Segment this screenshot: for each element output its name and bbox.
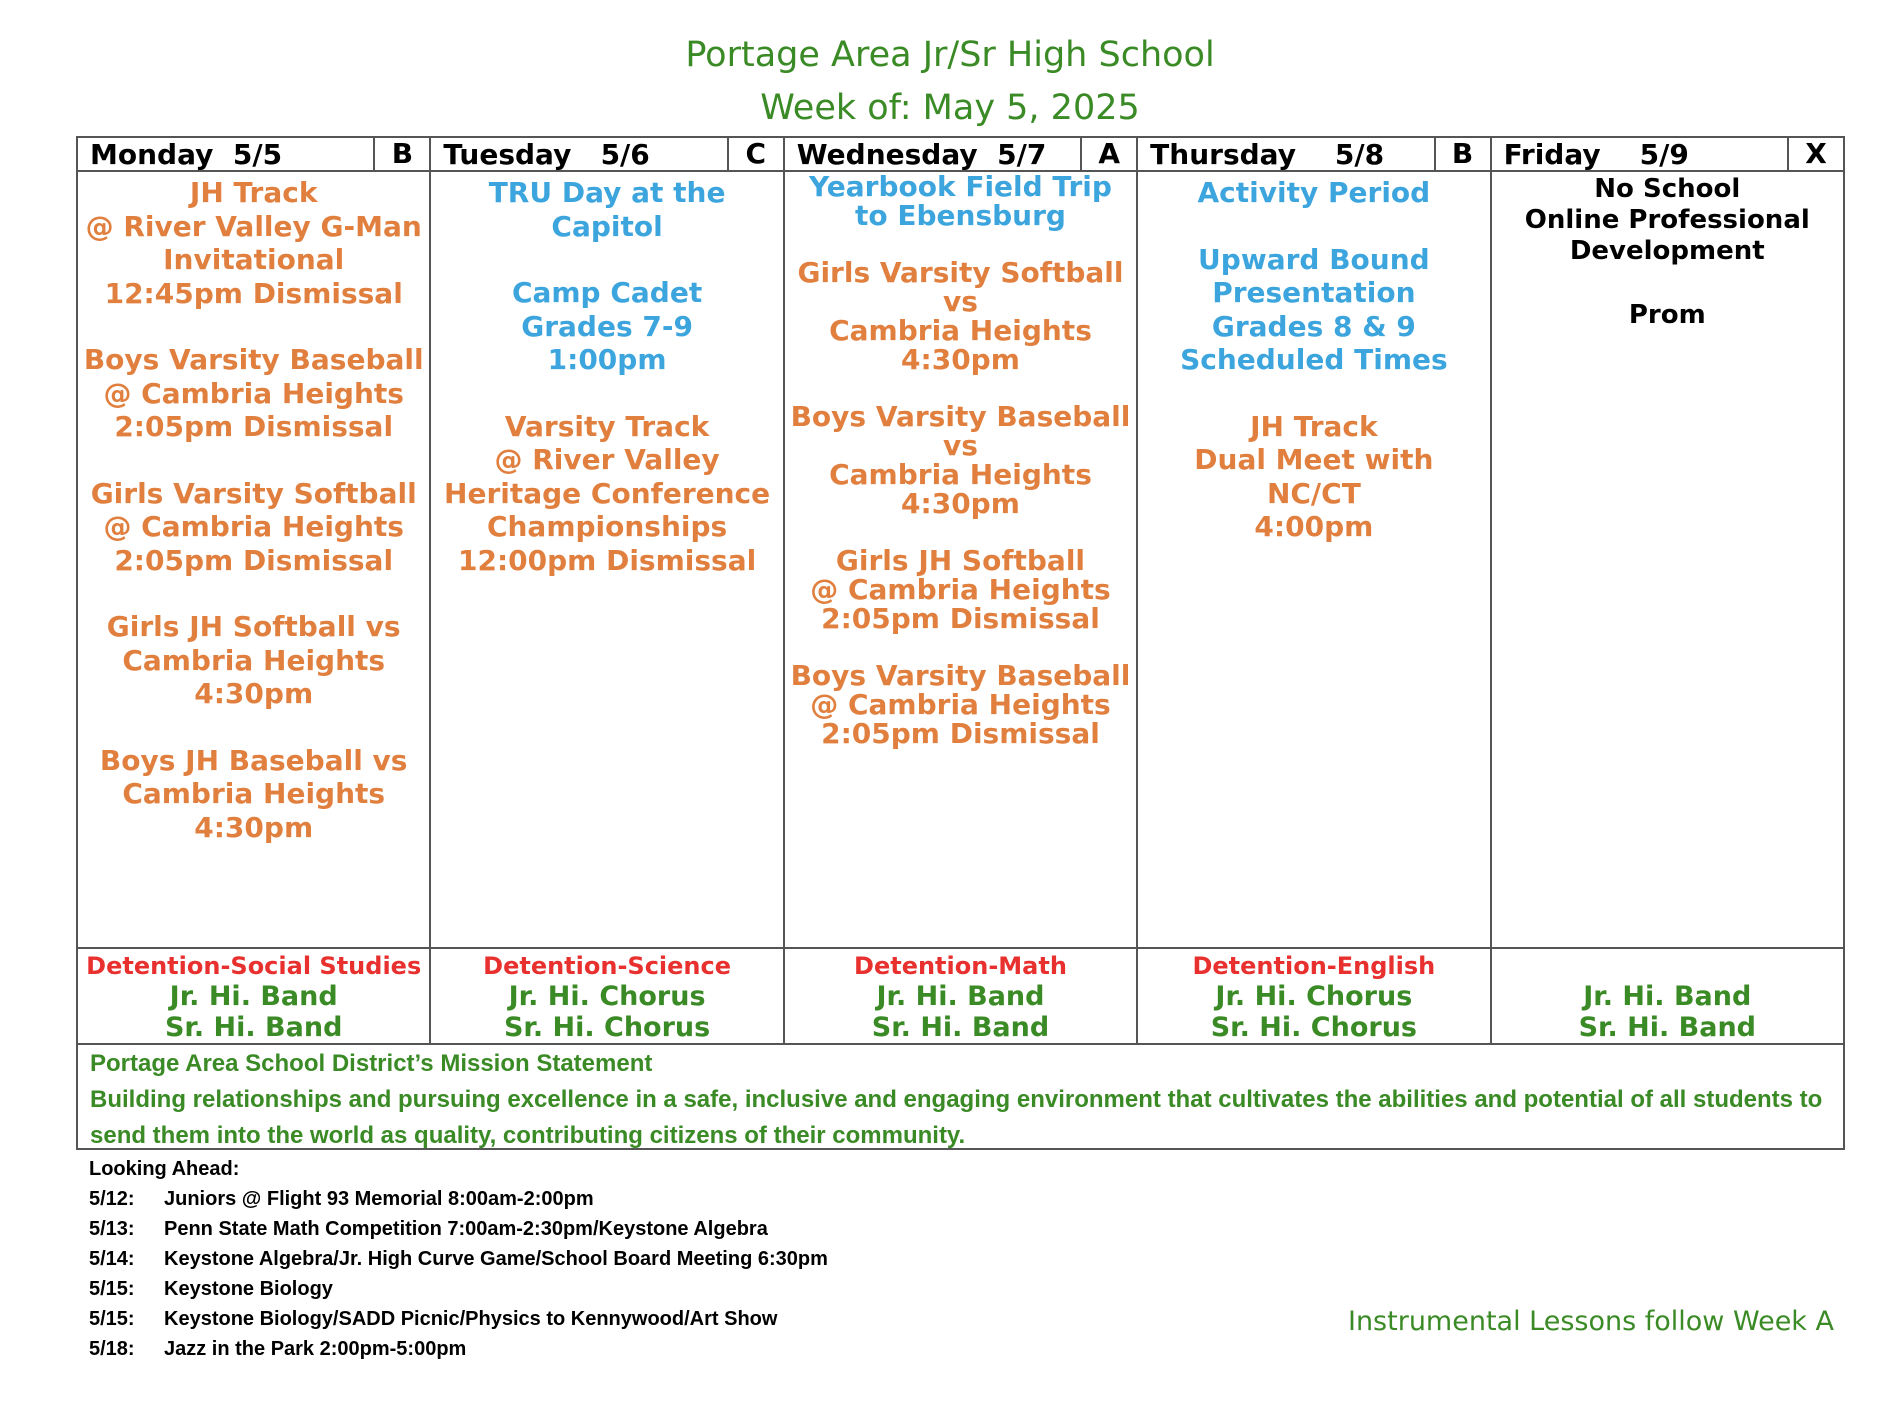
mission-statement	[76, 1042, 1845, 1150]
activity-line: Jr. Hi. Band	[1583, 981, 1752, 1012]
event: Varsity Track @ River Valley Heritage Conference Championships 12:00pm Dismissal	[444, 409, 771, 577]
activity-line: Jr. Hi. Chorus	[508, 981, 706, 1012]
day-letter: B	[373, 138, 429, 170]
day-header-friday	[1491, 137, 1844, 171]
activity-line: Sr. Hi. Band	[164, 1012, 343, 1043]
list-item	[89, 1304, 828, 1334]
event: Yearbook Field Trip to Ebensburg	[809, 170, 1112, 232]
list-item	[89, 1334, 828, 1364]
friday-activities	[1491, 948, 1844, 1044]
item-date: 5/15:	[89, 1278, 135, 1300]
friday-events	[1491, 171, 1844, 948]
day-header-wednesday	[784, 137, 1137, 171]
day-header-tuesday	[430, 137, 783, 171]
looking-ahead-label: Looking Ahead:	[89, 1158, 240, 1180]
monday-events	[77, 171, 430, 948]
item-date: 5/14:	[89, 1248, 135, 1270]
item-text: Juniors @ Flight 93 Memorial 8:00am-2:00pm	[164, 1188, 594, 1210]
event: JH Track @ River Valley G-Man Invitational 12:45pm Dismissal	[85, 176, 422, 310]
day-header-row	[77, 137, 1844, 171]
day-letter: C	[727, 138, 783, 170]
day-header-monday	[77, 137, 430, 171]
list-item	[89, 1274, 828, 1304]
activity-line: Jr. Hi. Band	[169, 981, 338, 1012]
item-date: 5/18:	[89, 1338, 135, 1360]
event: Activity Period	[1197, 176, 1431, 209]
list-item	[89, 1184, 828, 1214]
day-name: Tuesday 5/6	[443, 137, 650, 171]
event: Boys JH Baseball vs Cambria Heights 4:30pm	[99, 743, 408, 844]
item-text: Keystone Biology/SADD Picnic/Physics to Kennywood/Art Show	[164, 1308, 778, 1330]
item-text: Keystone Biology	[164, 1278, 333, 1300]
detention-label: Detention-English	[1192, 952, 1436, 980]
monday-activities	[77, 948, 430, 1044]
event: Girls JH Softball vs Cambria Heights 4:30pm	[106, 610, 401, 710]
event: Boys Varsity Baseball @ Cambria Heights 2:05pm Dismissal	[790, 659, 1131, 750]
event: Upward Bound Presentation Grades 8 & 9 Scheduled Times	[1180, 242, 1448, 376]
mission-text: Building relationships and pursuing excellence in a safe, inclusive and engaging environment that cultivates the abilities and potential of all students to send them into the world as quality, contributing citizens of their community.	[90, 1086, 1823, 1149]
event: Boys Varsity Baseball @ Cambria Heights 2:05pm Dismissal	[83, 343, 424, 443]
day-name: Friday 5/9	[1503, 137, 1689, 171]
thursday-events	[1137, 171, 1490, 948]
lessons-note: Instrumental Lessons follow Week A	[1347, 1306, 1834, 1337]
activity-line: Jr. Hi. Chorus	[1215, 981, 1413, 1012]
activity-line: Sr. Hi. Band	[1578, 1012, 1756, 1043]
day-letter: X	[1787, 138, 1843, 170]
tuesday-activities	[430, 948, 783, 1044]
day-name: Thursday 5/8	[1150, 137, 1385, 171]
day-letter: A	[1080, 138, 1136, 170]
item-text: Keystone Algebra/Jr. High Curve Game/School Board Meeting 6:30pm	[164, 1248, 828, 1270]
event: Girls Varsity Softball @ Cambria Heights 2:05pm Dismissal	[90, 476, 417, 577]
day-name: Wednesday 5/7	[796, 137, 1047, 171]
event: Camp Cadet Grades 7-9 1:00pm	[511, 276, 703, 376]
list-item	[89, 1214, 828, 1244]
item-date: 5/13:	[89, 1218, 135, 1240]
wednesday-activities	[784, 948, 1137, 1044]
activity-line: Jr. Hi. Band	[876, 981, 1045, 1012]
tuesday-events	[430, 171, 783, 948]
item-date: 5/15:	[89, 1308, 135, 1330]
item-text: Jazz in the Park 2:00pm-5:00pm	[164, 1338, 467, 1360]
activity-line: Sr. Hi. Band	[871, 1012, 1050, 1043]
item-date: 5/12:	[89, 1188, 135, 1210]
activity-line: Sr. Hi. Chorus	[1210, 1012, 1417, 1043]
mission-title: Portage Area School District’s Mission Statement	[90, 1050, 653, 1077]
event: No School Online Professional Development	[1524, 174, 1810, 266]
day-letter: B	[1434, 138, 1490, 170]
activities-row	[77, 948, 1844, 1044]
school-title: Portage Area Jr/Sr High School	[685, 35, 1215, 75]
event: TRU Day at the Capitol	[488, 176, 726, 243]
event: Boys Varsity Baseball vs Cambria Heights 4:30pm	[790, 400, 1131, 520]
event: Girls JH Softball @ Cambria Heights 2:05pm Dismissal	[810, 544, 1111, 635]
week-title: Week of: May 5, 2025	[760, 88, 1140, 128]
item-text: Penn State Math Competition 7:00am-2:30pm/Keystone Algebra	[164, 1218, 768, 1240]
weekly-schedule-table	[76, 136, 1845, 1045]
activity-line: Sr. Hi. Chorus	[503, 1012, 711, 1043]
events-row	[77, 171, 1844, 948]
event: Girls Varsity Softball vs Cambria Heights 4:30pm	[797, 256, 1124, 376]
event: JH Track Dual Meet with NC/CT 4:00pm	[1194, 409, 1434, 543]
thursday-activities	[1137, 948, 1490, 1044]
looking-ahead	[89, 1154, 828, 1364]
detention-label: Detention-Math	[854, 952, 1067, 980]
wednesday-events	[784, 171, 1137, 948]
detention-label: Detention-Science	[483, 952, 732, 980]
detention-label	[1492, 951, 1843, 981]
day-name: Monday 5/5	[90, 137, 283, 171]
detention-label: Detention-Social Studies	[86, 952, 422, 980]
day-header-thursday	[1137, 137, 1490, 171]
event: Prom	[1628, 300, 1706, 330]
list-item	[89, 1244, 828, 1274]
